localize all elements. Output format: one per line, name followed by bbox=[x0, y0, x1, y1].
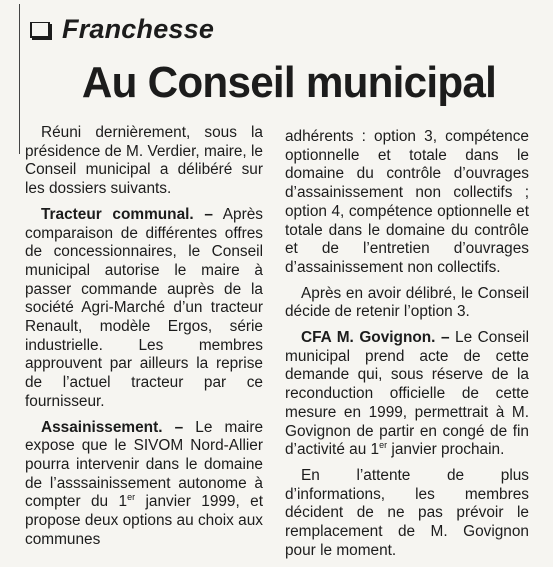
decision-paragraph: Après en avoir délibré, le Conseil décide de retenir l’option 3. bbox=[285, 284, 529, 321]
cfa-paragraph: CFA M. Govignon. – Le Conseil municipal prend acte de cette demande qui, sous réserve de la reconduction officielle de cette mesure en 1999, permettrait à M. Govignon de partir en congé de fin d’activité au 1er janvier prochain. bbox=[285, 329, 529, 459]
assainissement-heading: Assainissement. – bbox=[41, 418, 184, 436]
intro-paragraph: Réuni dernièrement, sous la présidence de M. Verdier, maire, le Conseil municipal a délibéré sur les dossiers suivants. bbox=[25, 124, 263, 198]
cfa-heading: CFA M. Govignon. – bbox=[301, 329, 450, 347]
assainissement-continuation: adhérents : option 3, compétence optionnelle et totale dans le domaine du contrôle d’ouvrages d’assainissement non collectifs ; option 4, compétence optionnelle et totale dans le domaine du contrôle et de l’entretien d’ouvrages d’assainissement non collectifs. bbox=[285, 128, 529, 276]
assainissement-paragraph: Assainissement. – Le maire expose que le SIVOM Nord-Allier pourra intervenir dans le domaine de l’asssainissement autonome à compter du 1er janvier 1999, et propose deux options au choix aux communes bbox=[25, 418, 264, 548]
tracteur-paragraph: Tracteur communal. – Après comparaison de différentes offres de concessionnaires, le Conseil municipal autorise le maire à passer commande auprès de la société Agri-Marché d’un tracteur Renault, modèle Ergos, série industrielle. Les membres approuvent par ailleurs la reprise de l’actuel tracteur par ce fournisseur. bbox=[25, 205, 263, 410]
section-label: Franchesse bbox=[62, 14, 215, 44]
tracteur-heading: Tracteur communal. – bbox=[41, 205, 213, 223]
article-column-right bbox=[285, 128, 529, 567]
checkbox-square-icon bbox=[30, 22, 50, 38]
article-column-left bbox=[25, 124, 263, 556]
closing-paragraph: En l’attente de plus d’informations, les membres décident de ne pas prévoir le remplacement de M. Govignon pour le moment. bbox=[285, 466, 529, 559]
article-headline: Au Conseil municipal bbox=[81, 58, 497, 107]
section-header bbox=[30, 14, 214, 45]
column-rule bbox=[19, 4, 20, 154]
